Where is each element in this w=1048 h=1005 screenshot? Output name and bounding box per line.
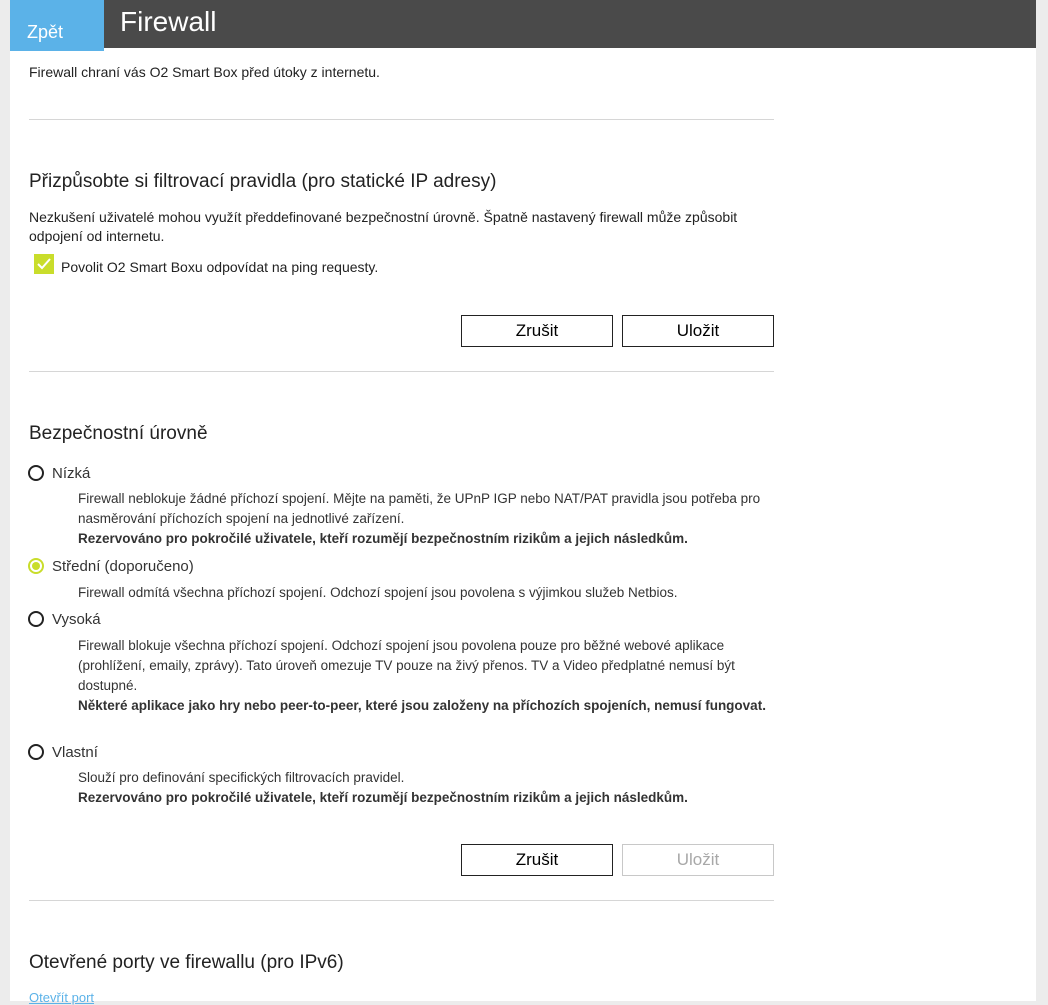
divider	[29, 119, 774, 120]
security-cancel-button[interactable]: Zrušit	[461, 844, 613, 876]
radio-selected-dot	[32, 562, 40, 570]
filter-section-title: Přizpůsobte si filtrovací pravidla (pro statické IP adresy)	[29, 171, 497, 192]
radio-low-description	[78, 489, 778, 549]
radio-high-label: Vysoká	[52, 611, 101, 628]
level-description: Firewall blokuje všechna příchozí spojení. Odchozí spojení jsou povolena pouze pro běžné webové aplikace (prohlížení, emaily, zprávy). Tato úroveň omezuje TV pouze na živý přenos. TV a Video předplatné nemusí být dostupné.	[78, 638, 735, 693]
radio-high-description	[78, 636, 778, 716]
radio-medium-description	[78, 583, 778, 603]
ports-section-title: Otevřené porty ve firewallu (pro IPv6)	[29, 952, 344, 973]
intro-text: Firewall chraní vás O2 Smart Box před útoky z internetu.	[29, 64, 380, 80]
security-section-title: Bezpečnostní úrovně	[29, 423, 208, 444]
page-title: Firewall	[120, 6, 217, 37]
radio-custom-label: Vlastní	[52, 744, 98, 761]
level-warning: Některé aplikace jako hry nebo peer-to-peer, které jsou založeny na příchozích spojeních, nemusí fungovat.	[78, 698, 766, 713]
ping-checkbox-label: Povolit O2 Smart Boxu odpovídat na ping requesty.	[61, 259, 379, 275]
level-description: Firewall odmítá všechna příchozí spojení. Odchozí spojení jsou povolena s výjimkou služeb Netbios.	[78, 585, 678, 600]
security-save-button: Uložit	[622, 844, 774, 876]
open-port-link[interactable]: Otevřít port	[29, 990, 95, 1005]
level-description: Firewall neblokuje žádné příchozí spojení. Mějte na paměti, že UPnP IGP nebo NAT/PAT pravidla jsou potřeba pro nasměrování příchozích spojení na jednotlivé zařízení.	[78, 491, 761, 526]
header-bar	[10, 0, 1036, 48]
level-warning: Rezervováno pro pokročilé uživatele, kteří rozumějí bezpečnostním rizikům a jejich následkům.	[78, 531, 688, 546]
radio-medium[interactable]	[28, 558, 44, 574]
checkmark-icon	[36, 256, 52, 272]
radio-low[interactable]	[28, 465, 44, 481]
back-button[interactable]: Zpět	[10, 0, 104, 51]
filter-section-description: Nezkušení uživatelé mohou využít předdefinované bezpečnostní úrovně. Špatně nastavený firewall může způsobit odpojení od internetu.	[29, 209, 738, 244]
level-warning: Rezervováno pro pokročilé uživatele, kteří rozumějí bezpečnostním rizikům a jejich následkům.	[78, 790, 688, 805]
divider	[29, 900, 774, 901]
ping-checkbox[interactable]	[34, 254, 54, 274]
filter-save-button[interactable]: Uložit	[622, 315, 774, 347]
divider	[29, 371, 774, 372]
radio-low-label: Nízká	[52, 465, 91, 482]
radio-custom-description	[78, 768, 778, 808]
level-description: Slouží pro definování specifických filtrovacích pravidel.	[78, 770, 405, 785]
radio-custom[interactable]	[28, 744, 44, 760]
filter-cancel-button[interactable]: Zrušit	[461, 315, 613, 347]
radio-medium-label: Střední (doporučeno)	[52, 558, 194, 575]
radio-high[interactable]	[28, 611, 44, 627]
